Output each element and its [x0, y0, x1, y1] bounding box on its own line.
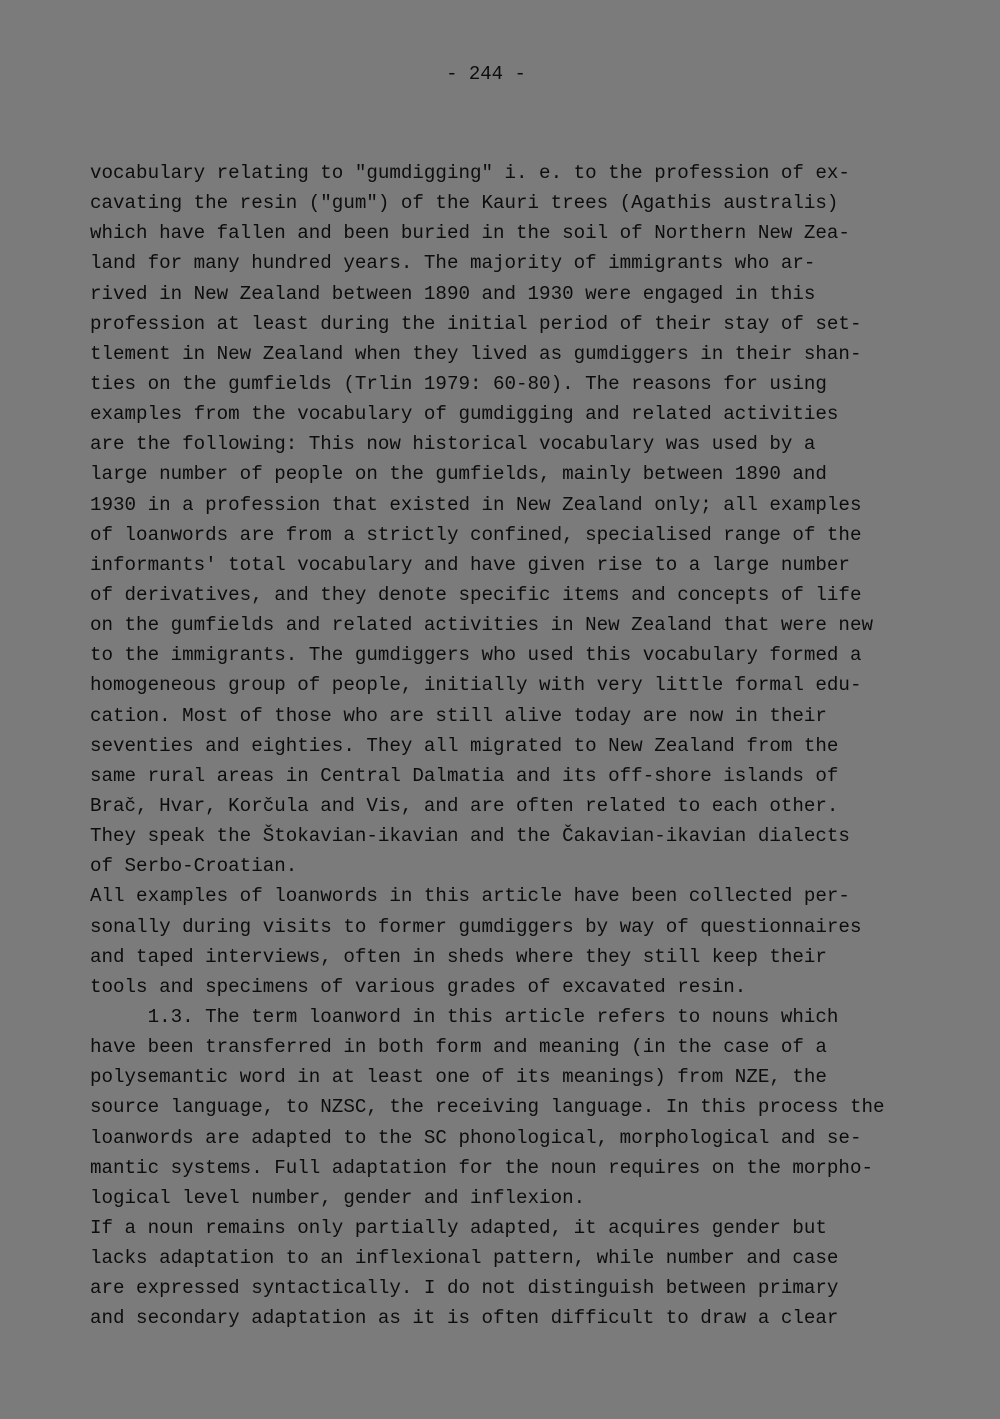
text-line: of Serbo-Croatian. [90, 855, 298, 878]
text-line: are the following: This now historical vocabulary was used by a [90, 433, 816, 456]
text-line: rived in New Zealand between 1890 and 1930 were engaged in this [90, 282, 816, 305]
page-number: - 244 - [446, 63, 526, 85]
text-line: Brač, Hvar, Korčula and Vis, and are often related to each other. [90, 794, 839, 817]
text-line: vocabulary relating to "gumdigging" i. e. to the profession of ex- [90, 162, 850, 184]
text-line: which have fallen and been buried in the soil of Northern New Zea- [90, 222, 850, 245]
text-line: have been transferred in both form and meaning (in the case of a [90, 1036, 827, 1059]
text-line: on the gumfields and related activities in New Zealand that were new [90, 614, 873, 637]
text-line: informants' total vocabulary and have given rise to a large number [90, 553, 850, 576]
text-line: examples from the vocabulary of gumdigging and related activities [90, 403, 839, 426]
text-line: sonally during visits to former gumdiggers by way of questionnaires [90, 915, 862, 938]
text-line: 1930 in a profession that existed in New Zealand only; all examples [90, 493, 862, 516]
text-line: large number of people on the gumfields, mainly between 1890 and [90, 463, 827, 486]
text-line: land for many hundred years. The majority of immigrants who ar- [90, 252, 816, 275]
text-line: of loanwords are from a strictly confined, specialised range of the [90, 523, 862, 546]
text-line: seventies and eighties. They all migrated to New Zealand from the [90, 734, 839, 757]
text-line: logical level number, gender and inflexion. [90, 1186, 586, 1209]
text-line: loanwords are adapted to the SC phonological, morphological and se- [90, 1126, 862, 1149]
text-line: to the immigrants. The gumdiggers who used this vocabulary formed a [90, 644, 862, 667]
text-line: cavating the resin ("gum") of the Kauri trees (Agathis australis) [90, 192, 839, 215]
text-line: tools and specimens of various grades of excavated resin. [90, 975, 747, 998]
text-line: All examples of loanwords in this article have been collected per- [90, 885, 850, 908]
text-line: and taped interviews, often in sheds where they still keep their [90, 945, 827, 968]
text-line: cation. Most of those who are still alive today are now in their [90, 704, 827, 727]
text-line: homogeneous group of people, initially with very little formal edu- [90, 674, 862, 697]
text-line: of derivatives, and they denote specific items and concepts of life [90, 583, 862, 606]
text-line: and secondary adaptation as it is often difficult to draw a clear [90, 1307, 839, 1330]
text-line: are expressed syntactically. I do not distinguish between primary [90, 1277, 839, 1300]
text-line: lacks adaptation to an inflexional pattern, while number and case [90, 1247, 839, 1270]
text-line: tlement in New Zealand when they lived as gumdiggers in their shan- [90, 342, 862, 365]
text-line: ties on the gumfields (Trlin 1979: 60-80). The reasons for using [90, 372, 827, 395]
text-line: mantic systems. Full adaptation for the noun requires on the morpho- [90, 1156, 873, 1179]
text-line: polysemantic word in at least one of its meanings) from NZE, the [90, 1066, 827, 1089]
text-line: They speak the Štokavian-ikavian and the Čakavian-ikavian dialects [90, 825, 850, 848]
text-line: 1.3. The term loanword in this article refers to nouns which [90, 1005, 839, 1028]
text-line: profession at least during the initial period of their stay of set- [90, 312, 862, 335]
text-line: source language, to NZSC, the receiving language. In this process the [90, 1096, 885, 1119]
text-line: If a noun remains only partially adapted, it acquires gender but [90, 1216, 827, 1239]
text-line: same rural areas in Central Dalmatia and its off-shore islands of [90, 764, 839, 787]
body-text [90, 158, 970, 1333]
